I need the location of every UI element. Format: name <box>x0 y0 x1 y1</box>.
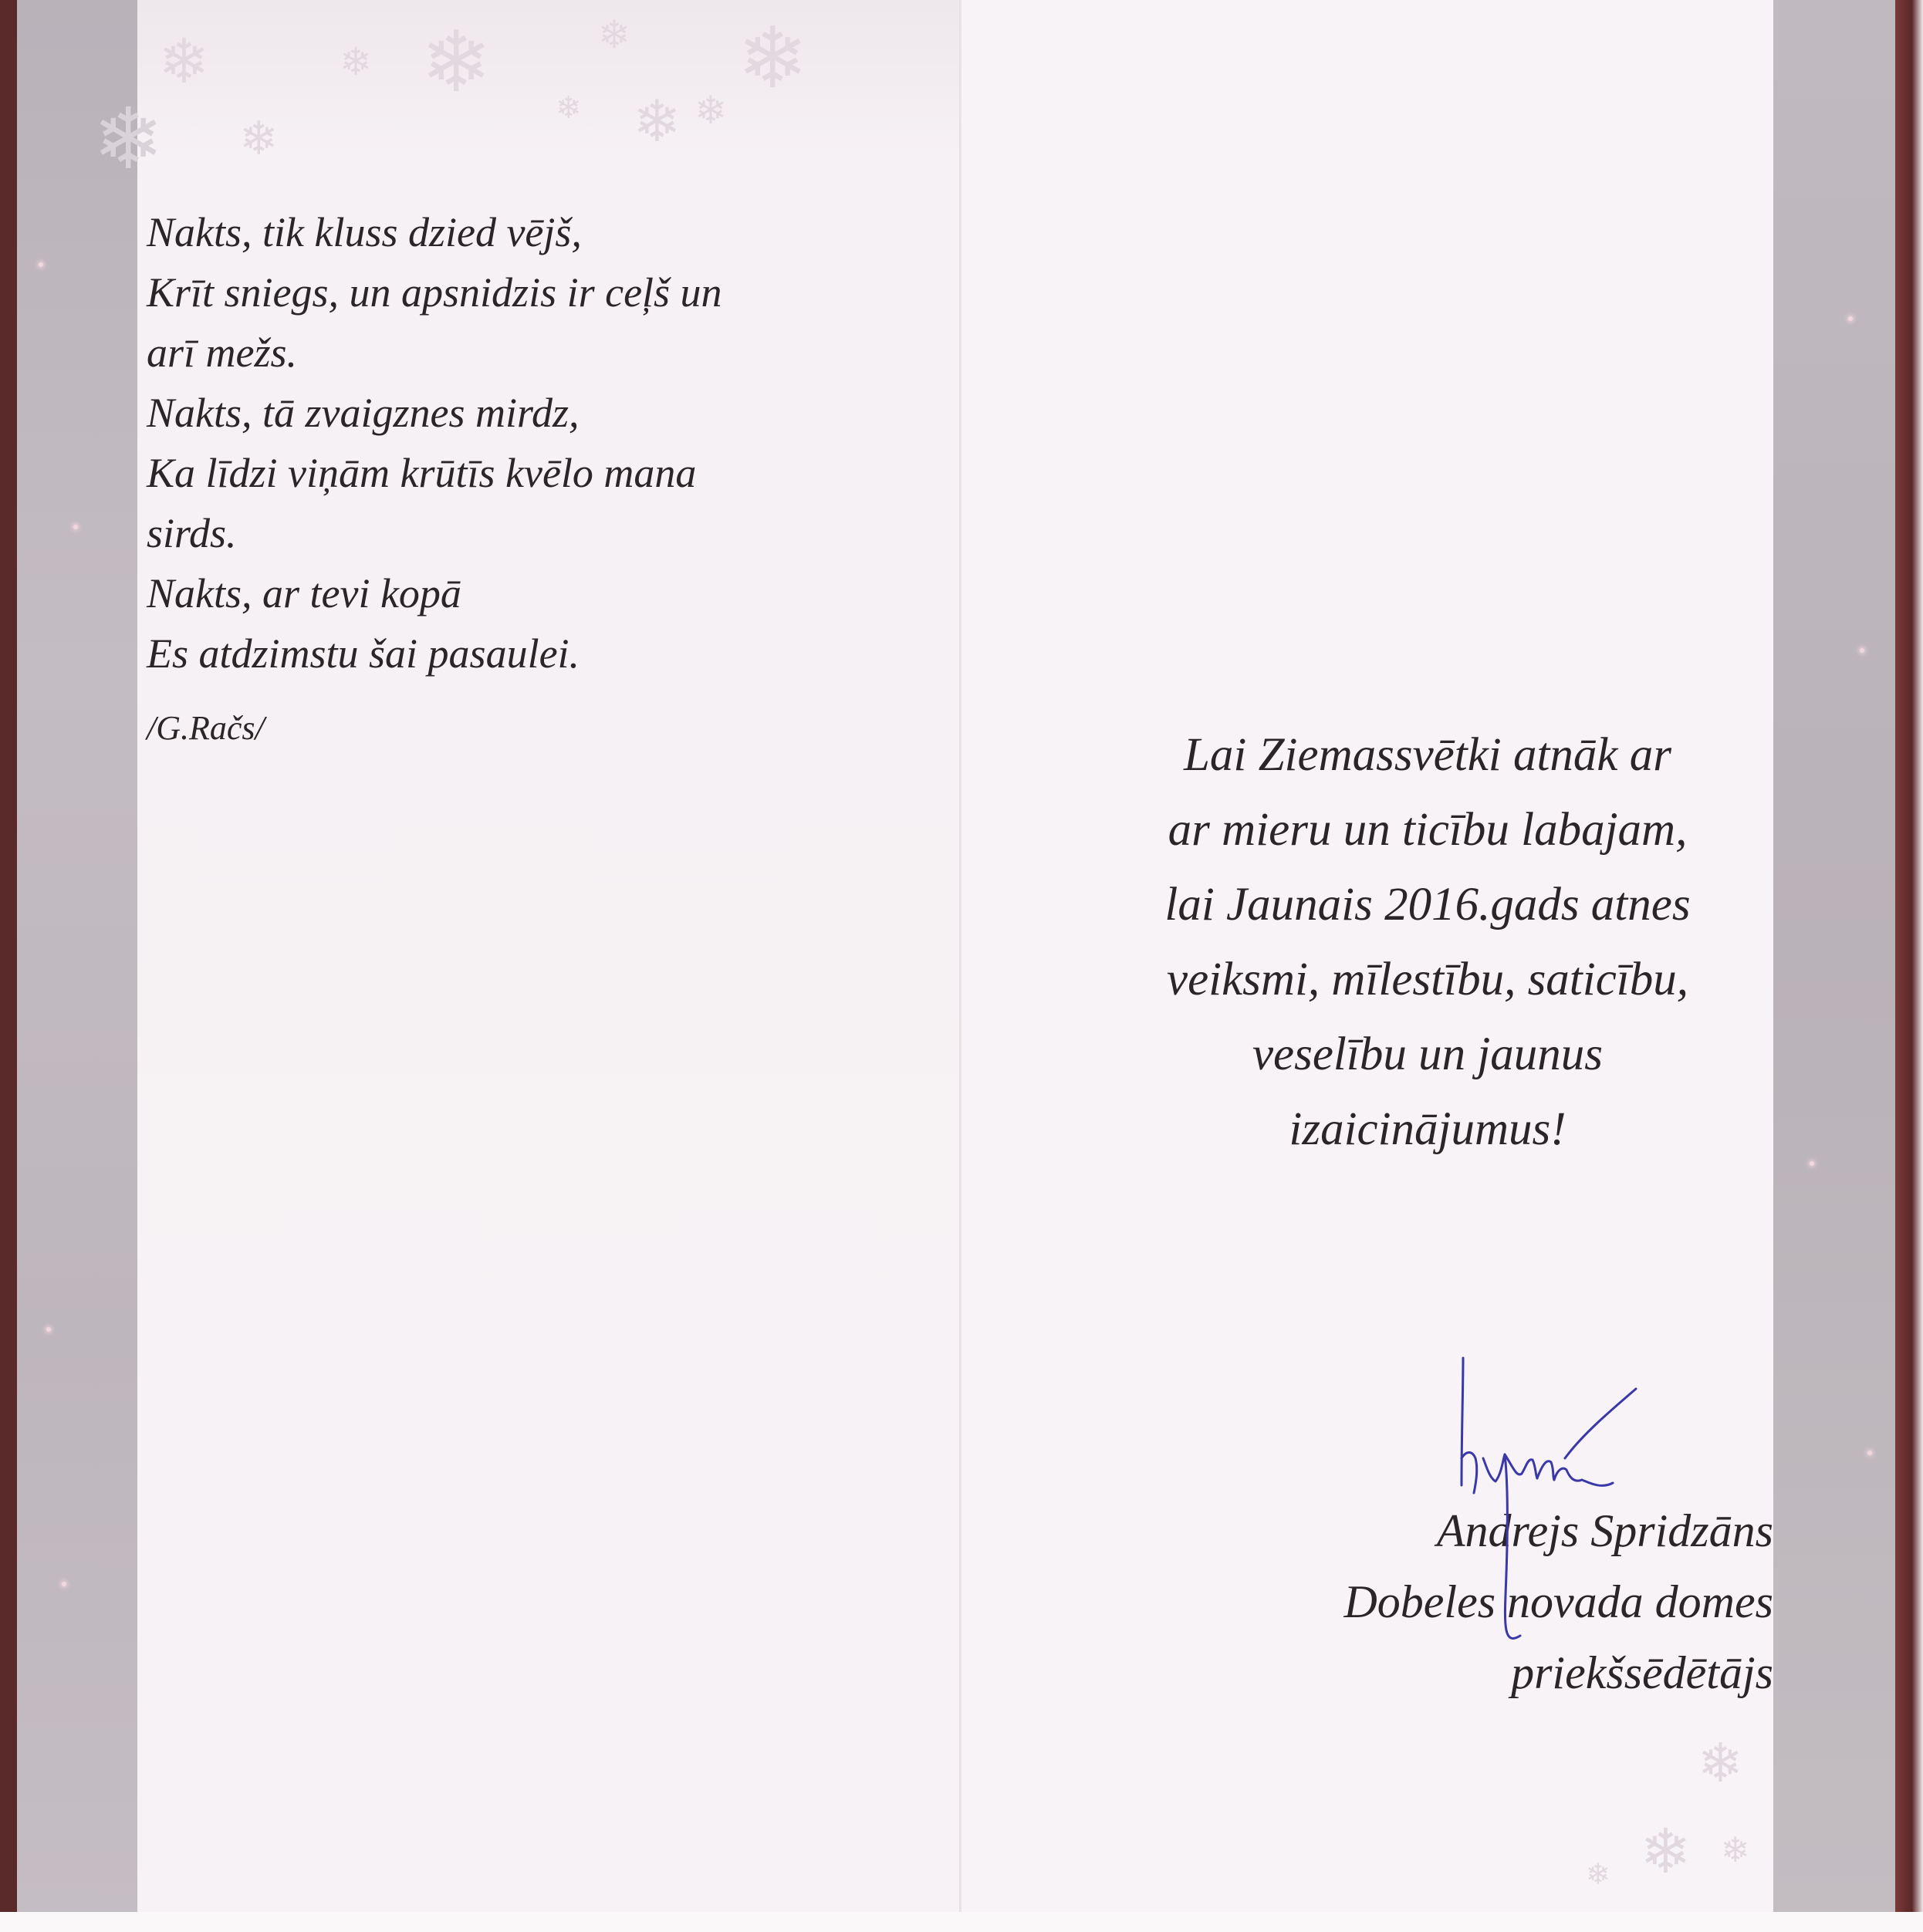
poem-line: Krīt sniegs, un apsnidzis ir ceļš un <box>147 269 722 316</box>
greeting-line: veiksmi, mīlestību, saticību, <box>1167 954 1688 1005</box>
poem-line: Nakts, tik kluss dzied vējš, <box>147 209 582 255</box>
sparkle-icon <box>1860 648 1864 653</box>
snowflake-icon: ❄ <box>1640 1815 1692 1887</box>
card-edge-left <box>0 0 17 1913</box>
grey-band-left <box>17 0 137 1912</box>
signatory-name: Andrejs Spridzāns <box>1436 1505 1773 1556</box>
poem-line: sirds. <box>147 510 237 556</box>
poem-line: Ka līdzi viņām krūtīs kvēlo mana <box>147 450 697 496</box>
snowflake-icon: ❄ <box>1586 1857 1610 1891</box>
sparkle-icon <box>62 1582 66 1586</box>
snowflake-icon: ❄ <box>695 88 727 133</box>
sparkle-icon <box>1810 1161 1814 1166</box>
snowflake-icon: ❄ <box>93 90 164 188</box>
snowflake-icon: ❄ <box>1698 1731 1743 1795</box>
greeting-line: Lai Ziemassvētki atnāk ar <box>1184 729 1671 781</box>
greeting-line: ar mieru un ticību labajam, <box>1168 804 1688 856</box>
sparkle-icon <box>1867 1451 1872 1455</box>
greeting-line: lai Jaunais 2016.gads atnes <box>1164 879 1691 931</box>
card-edge-right <box>1895 0 1923 1913</box>
signatory-title: Dobeles novada domes <box>1343 1576 1773 1627</box>
poem-line: Nakts, tā zvaigznes mirdz, <box>147 390 580 436</box>
sparkle-icon <box>1848 316 1853 321</box>
snowflake-icon: ❄ <box>556 90 582 126</box>
snowflake-icon: ❄ <box>737 8 809 107</box>
poem-line: Nakts, ar tevi kopā <box>147 570 461 616</box>
poem <box>147 202 918 684</box>
poem-author: /G.Račs/ <box>147 709 265 747</box>
snowflake-icon: ❄ <box>158 25 211 97</box>
greeting-line: izaicinājumus! <box>1289 1103 1566 1155</box>
signatory-title: priekšsēdētājs <box>1511 1647 1773 1698</box>
snowflake-icon: ❄ <box>633 87 681 155</box>
snowflake-icon: ❄ <box>421 12 492 111</box>
snowflake-icon: ❄ <box>598 12 630 57</box>
snowflake-icon: ❄ <box>1721 1829 1750 1870</box>
grey-band-right <box>1773 0 1895 1912</box>
poem-line: Es atdzimstu šai pasaulei. <box>147 630 580 677</box>
snowflake-icon: ❄ <box>239 112 279 166</box>
sparkle-icon <box>39 262 43 267</box>
greeting-message <box>1088 718 1767 1167</box>
snowflake-icon: ❄ <box>340 39 372 84</box>
scan-bottom-margin <box>0 1912 1923 1932</box>
poem-line: arī mežs. <box>147 329 298 376</box>
sparkle-icon <box>73 525 78 529</box>
greeting-line: veselību un jaunus <box>1252 1028 1604 1080</box>
handwritten-signature <box>1428 1343 1659 1651</box>
sparkle-icon <box>46 1327 51 1332</box>
